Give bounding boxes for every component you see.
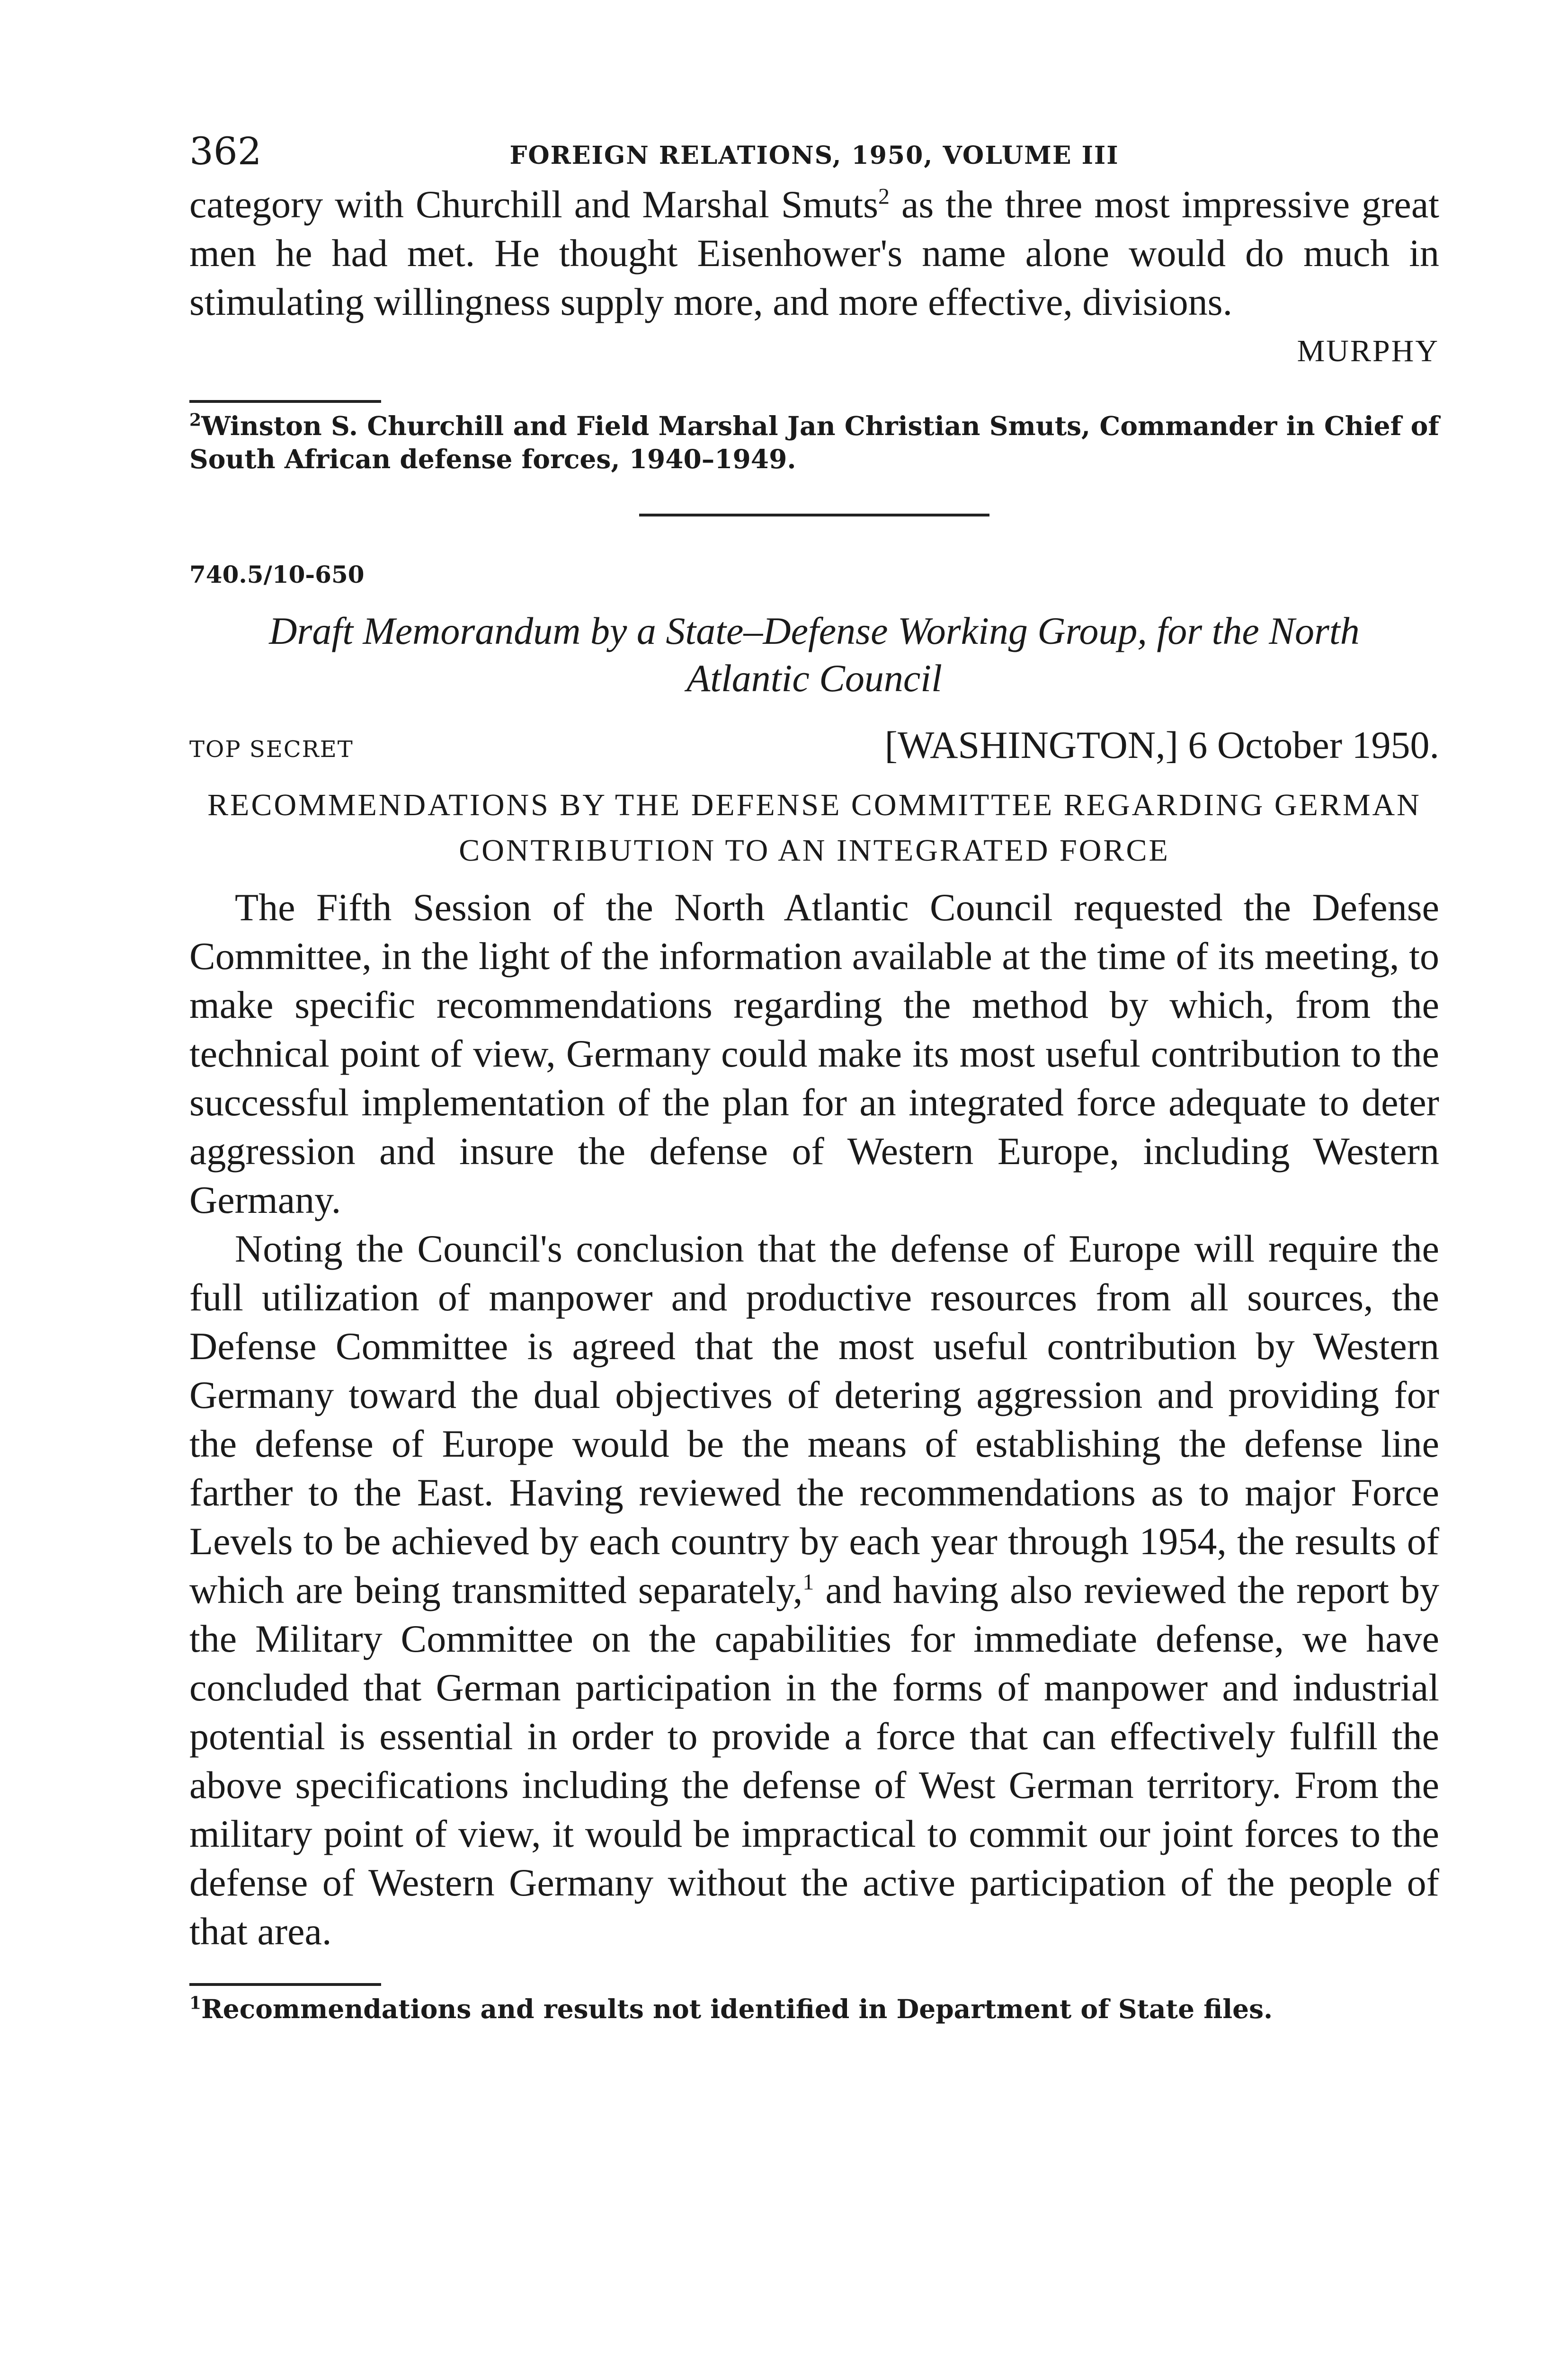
paragraph-2 — [189, 1224, 1439, 1956]
file-number: 740.5/10-650 — [189, 561, 365, 588]
running-head — [189, 123, 1439, 180]
section-heading-line-1: RECOMMENDATIONS BY THE DEFENSE COMMITTEE REGARDING GERMAN — [207, 788, 1421, 822]
classification: TOP SECRET — [189, 736, 354, 763]
footnote-text-1: Recommendations and results not identified in Department of State files. — [201, 1993, 1273, 2024]
continuation-text-after-note: as the three most impressive great men he had met. He thought Eisenhower's name alone would do much in stimulating willingness supply more, and more effective, divisions. — [189, 183, 1439, 323]
page — [189, 123, 1439, 2026]
footnote-ref-2: 2 — [878, 184, 890, 209]
dateline: [WASHINGTON,] 6 October 1950. — [884, 723, 1439, 766]
footnote-divider-bottom — [189, 1983, 381, 1986]
document-title-line-2: Atlantic Council — [686, 657, 942, 700]
page-number: 362 — [189, 129, 262, 173]
classification-dateline — [189, 723, 1439, 770]
footnote-1 — [189, 1993, 1439, 2026]
footnote-text-2: Winston S. Churchill and Field Marshal Jan Christian Smuts, Commander in Chief of South African defense forces, 1940–1949. — [189, 410, 1439, 474]
continuation-text-before-note: category with Churchill and Marshal Smuts — [189, 183, 878, 226]
footnote-divider — [189, 400, 381, 403]
running-title: FOREIGN RELATIONS, 1950, VOLUME III — [509, 141, 1119, 170]
continuation-paragraph — [189, 180, 1439, 326]
document-title — [189, 607, 1439, 702]
footnote-2 — [189, 409, 1439, 476]
paragraph-2-before-note: Noting the Council's conclusion that the defense of Europe will require the full utilization of manpower and productive resources from all sources, the Defense Committee is agreed that the most useful contribution by Western Germany toward the dual objectives of detering aggression and providing for the defense of Europe would be the means of establishing the defense line farther to the East. Having reviewed the recommendations as to major Force Levels to be achieved by each country by each year through 1954, the results of which are being transmitted separately, — [189, 1227, 1439, 1611]
section-heading — [189, 783, 1439, 873]
footnote-mark-1: 1 — [189, 1993, 202, 2013]
footnote-ref-1: 1 — [802, 1569, 814, 1595]
signature: MURPHY — [1297, 334, 1439, 368]
paragraph-2-after-note: and having also reviewed the report by the Military Committee on the capabilities for immediate defense, we have concluded that German participation in the forms of manpower and industrial potential is essential in order to provide a force that can effectively fulfill the above specifications including the defense of West German territory. From the military point of view, it would be impractical to commit our joint forces to the defense of Western Germany without the active participation of the people of that area. — [189, 1568, 1439, 1953]
footnote-mark-2: 2 — [189, 410, 202, 430]
section-divider — [639, 514, 989, 516]
section-heading-line-2: CONTRIBUTION TO AN INTEGRATED FORCE — [459, 833, 1170, 868]
document-title-line-1: Draft Memorandum by a State–Defense Working Group, for the North — [269, 609, 1360, 652]
paragraph-1: The Fifth Session of the North Atlantic Council requested the Defense Committee, in the light of the information available at the time of its meeting, to make specific recommendations regarding the method by which, from the technical point of view, Germany could make its most useful contribution to the successful implementation of the plan for an integrated force adequate to deter aggression and insure the defense of Western Europe, including Western Germany. — [189, 886, 1439, 1221]
